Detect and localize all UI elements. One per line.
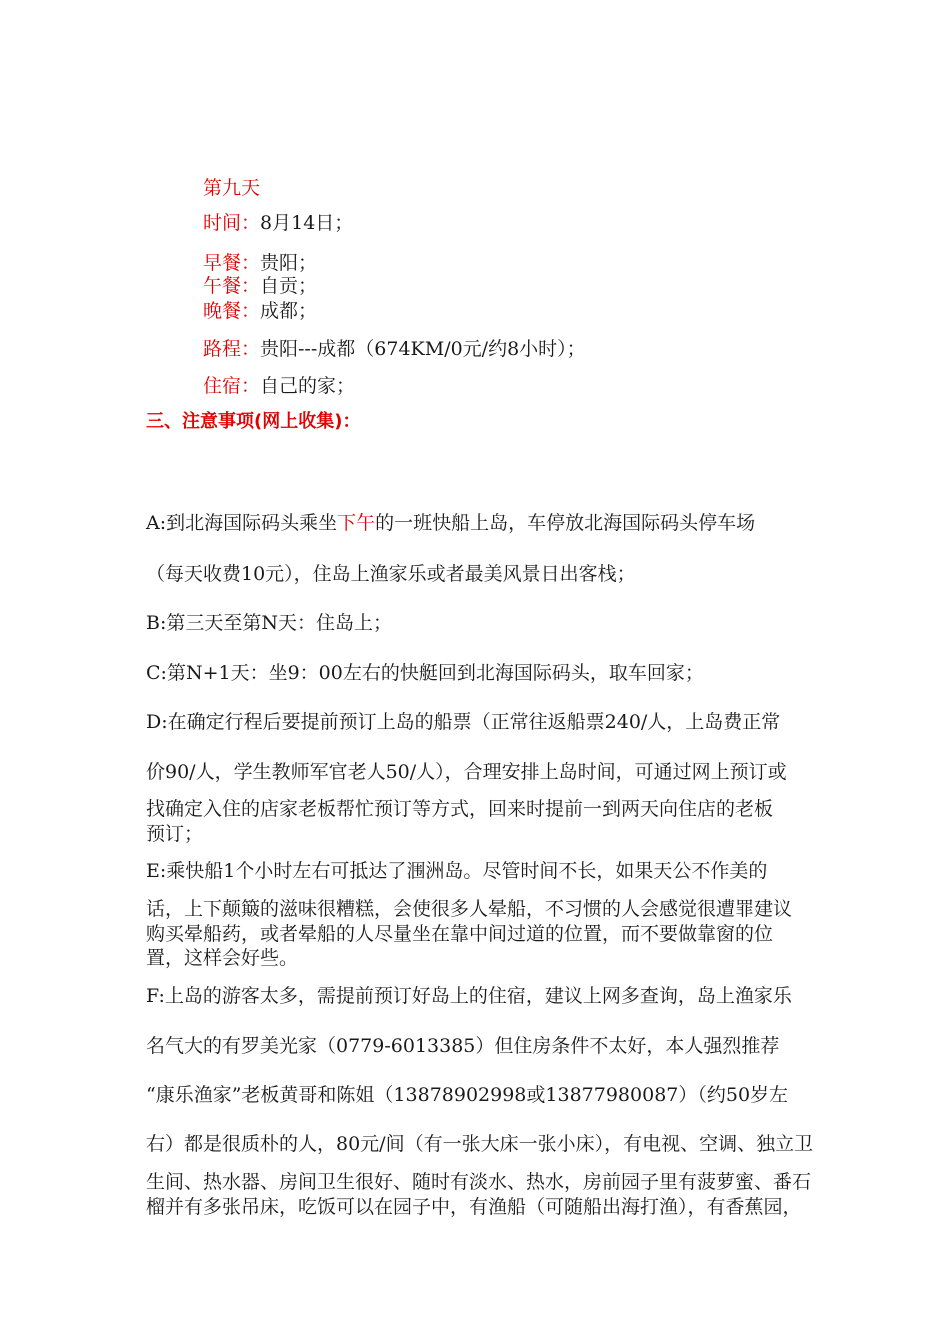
lunch-label: 午餐： [203,275,261,297]
route-label: 路程： [203,338,261,360]
breakfast-label: 早餐： [203,252,261,274]
day-title: 第九天 [203,177,261,199]
note-a-text-cont: 的一班快船上岛，车停放北海国际码头停车场 [375,512,756,534]
breakfast-value: 贵阳； [260,252,318,274]
note-f-line-2: 名气大的有罗美光家（0779-6013385）但住房条件不太好，本人强烈推荐 [146,1035,780,1057]
section-heading: 三、注意事项(网上收集)： [146,411,361,432]
note-a-line-1 [146,511,886,535]
lunch-row [203,274,317,298]
lodging-value: 自己的家； [260,375,356,397]
lodging-row [203,374,355,398]
note-e-line-2: 话，上下颠簸的滋味很糟糕，会使很多人晕船，不习惯的人会感觉很遭罪建议 [146,898,793,920]
route-value: 贵阳---成都（674KM/0元/约8小时）； [260,338,586,360]
note-e-line-1: E:乘快船1个小时左右可抵达了涠洲岛。尽管时间不长，如果天公不作美的 [146,860,768,882]
lunch-value: 自贡； [260,275,318,297]
time-value: 8月14日； [260,212,354,234]
breakfast-row [203,251,317,275]
note-a-line-2: （每天收费10元），住岛上渔家乐或者最美风景日出客栈； [146,563,636,585]
note-d-line-2: 价90/人，学生教师军官老人50/人），合理安排上岛时间，可通过网上预订或 [146,761,787,783]
note-f-line-4: 右）都是很质朴的人，80元/间（有一张大床一张小床），有电视、空调、独立卫 [146,1133,814,1155]
note-f-line-3: “康乐渔家”老板黄哥和陈姐（13878902998或13877980087）（约50岁左 [146,1084,789,1106]
note-d-line-3: 找确定入住的店家老板帮忙预订等方式，回来时提前一到两天向住店的老板 [146,798,774,820]
dinner-row [203,299,317,323]
note-c: C:第N+1天：坐9：00左右的快艇回到北海国际码头，取车回家； [146,662,704,684]
dinner-value: 成都； [260,300,318,322]
note-a-highlight: 下午 [337,512,376,534]
time-row [203,211,353,235]
note-f-line-5: 生间、热水器、房间卫生很好、随时有淡水、热水，房前园子里有菠萝蜜、番石 [146,1171,812,1193]
note-f-line-6: 榴并有多张吊床，吃饭可以在园子中，有渔船（可随船出海打渔），有香蕉园， [146,1196,802,1218]
lodging-label: 住宿： [203,375,261,397]
note-b: B:第三天至第N天：住岛上； [146,612,392,634]
note-d-line-1: D:在确定行程后要提前预订上岛的船票（正常往返船票240/人，上岛费正常 [146,711,781,733]
note-a-text: A:到北海国际码头乘坐 [146,512,338,534]
note-f-line-1: F:上岛的游客太多，需提前预订好岛上的住宿，建议上网多查询，岛上渔家乐 [146,985,792,1007]
route-row [203,337,586,361]
note-e-line-3: 购买晕船药，或者晕船的人尽量坐在靠中间过道的位置，而不要做靠窗的位 [146,923,774,945]
note-e-line-4: 置，这样会好些。 [146,947,299,969]
note-d-line-4: 预订； [146,823,204,845]
dinner-label: 晚餐： [203,300,261,322]
time-label: 时间： [203,212,261,234]
